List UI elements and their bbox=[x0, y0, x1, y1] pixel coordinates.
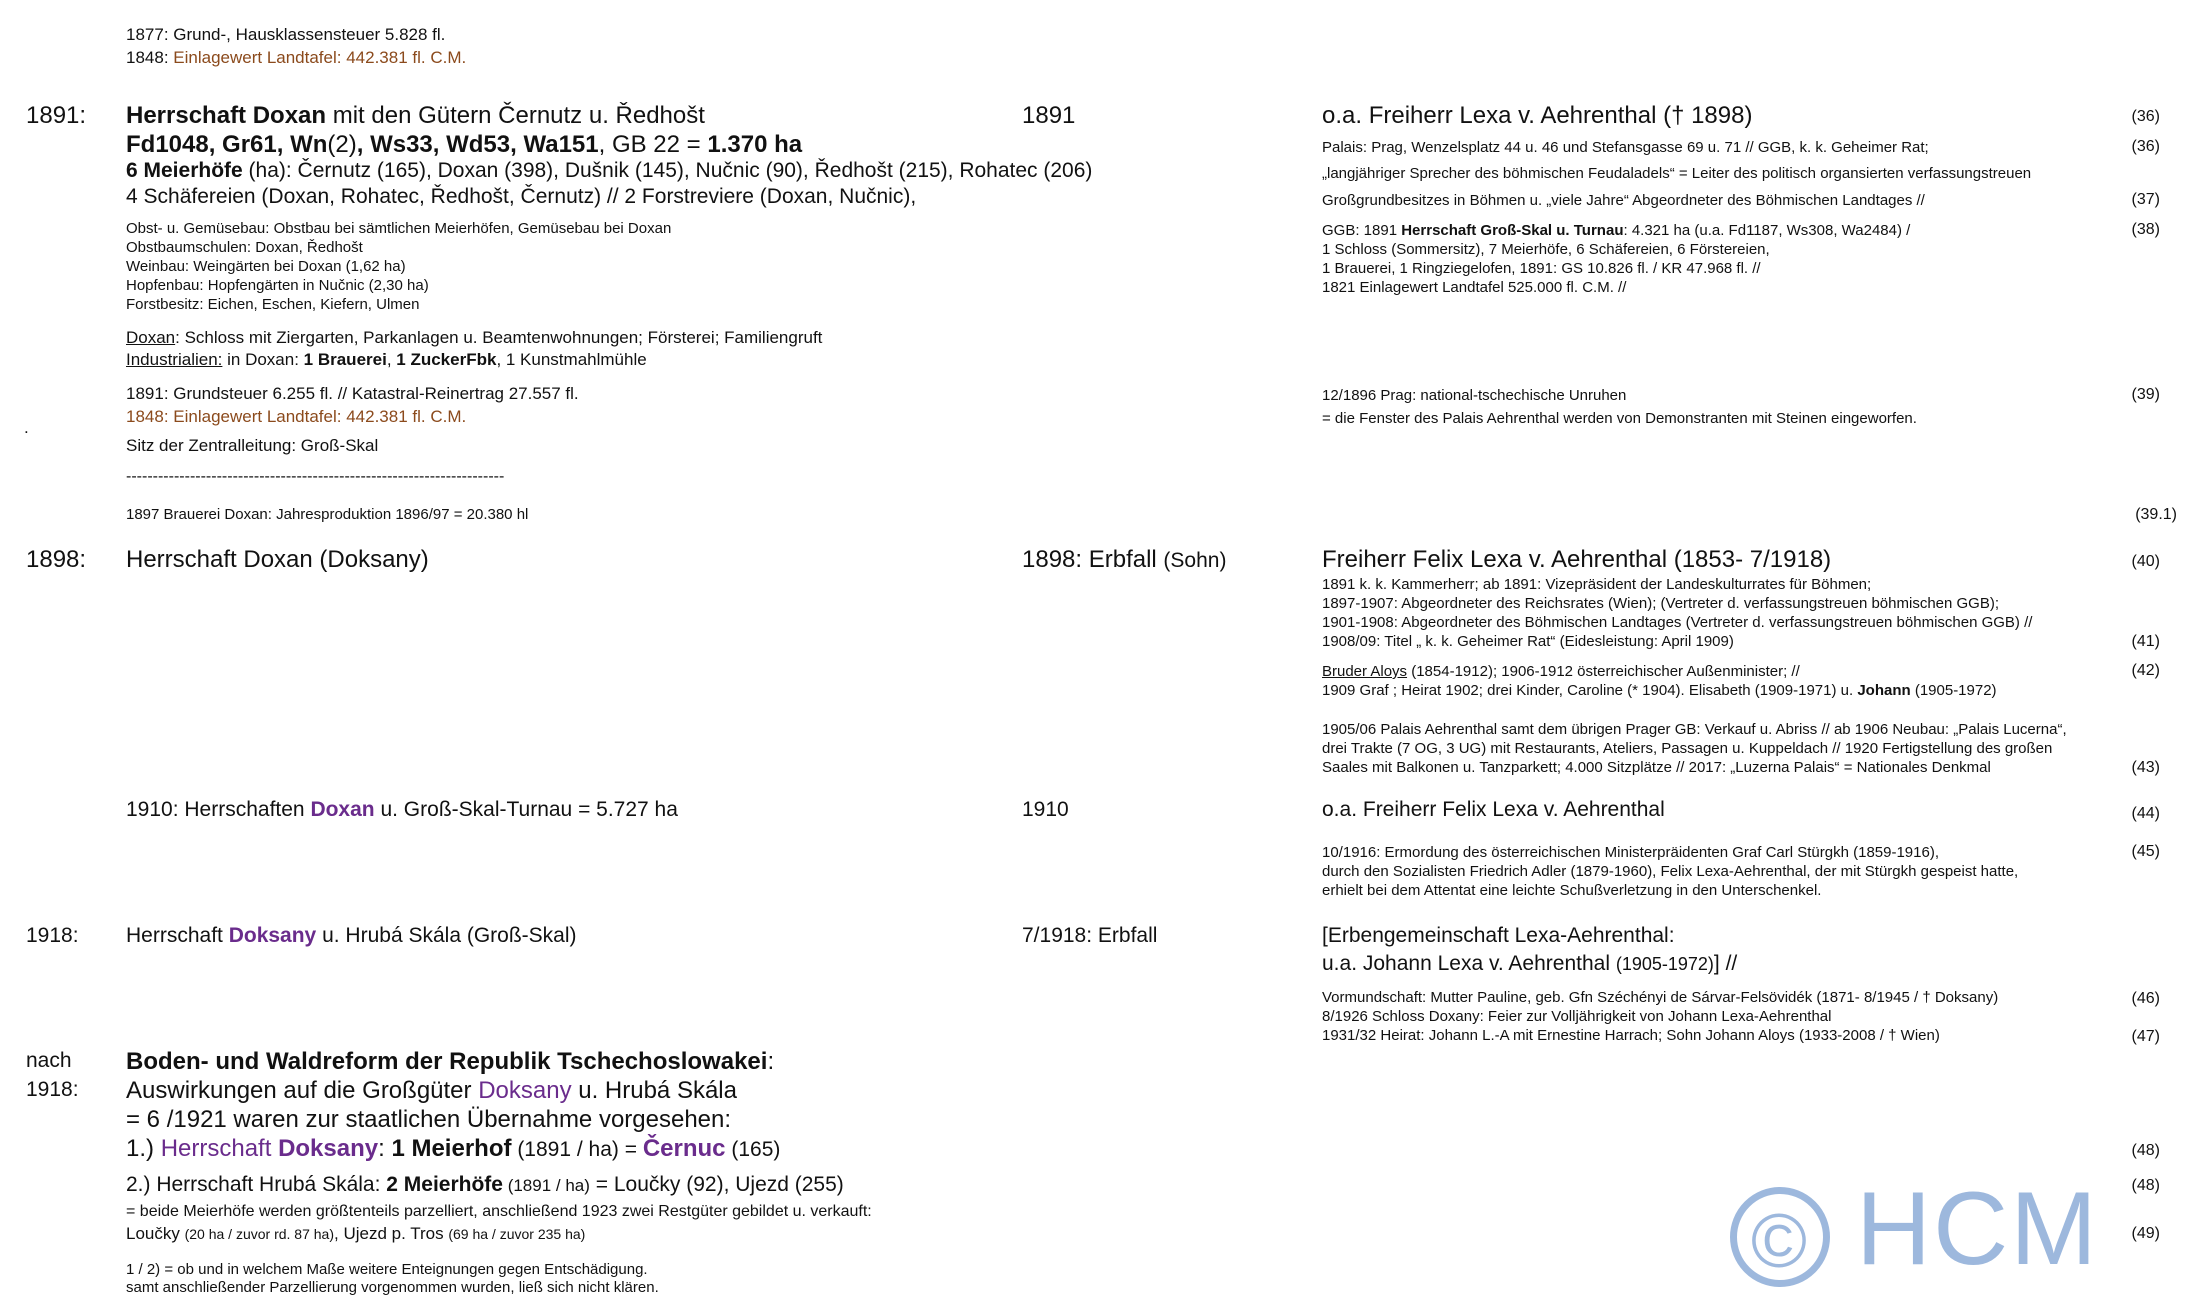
owner-1898: Freiherr Felix Lexa v. Aehrenthal (1853- 7/1918) bbox=[1322, 546, 1832, 573]
ind-rest1: in Doxan: bbox=[222, 350, 304, 369]
ref-45: (45) bbox=[2131, 843, 2160, 860]
brauerei-1897: 1897 Brauerei Doxan: Jahresproduktion 1896/97 = 20.380 hl bbox=[126, 506, 529, 523]
vormundschaft-block bbox=[1322, 988, 1998, 1045]
h1918-doksany: Doksany bbox=[228, 924, 317, 947]
ggb-line: 1 Schloss (Sommersitz), 7 Meierhöfe, 6 Schäfereien, 6 Förstereien, bbox=[1322, 241, 1770, 258]
r7-c: , Ujezd p. Tros bbox=[334, 1224, 449, 1243]
year-prefix: 1848: bbox=[126, 48, 174, 67]
r4-colon: : bbox=[378, 1135, 392, 1162]
ref-40: (40) bbox=[2131, 553, 2160, 570]
lucerna-line: 1905/06 Palais Aehrenthal samt dem übrigen Prager GB: Verkauf u. Abriss // ab 1906 Neubau: „Palais Lucerna“, bbox=[1322, 721, 2067, 738]
lucerna-line: Saales mit Balkonen u. Tanzparkett; 4.000 Sitzplätze // 2017: „Luzerna Palais“ = Nationales Denkmal bbox=[1322, 759, 1991, 776]
obst-block bbox=[126, 219, 671, 314]
schaefereien-line: 4 Schäfereien (Doxan, Rohatec, Ředhošt, Černutz) // 2 Forstreviere (Doxan, Nučnic), bbox=[126, 185, 917, 208]
mid-1891: 1891 bbox=[1022, 102, 1076, 129]
ref-36b: (36) bbox=[2131, 138, 2160, 155]
obst-line: Obst- u. Gemüsebau: Obstbau bei sämtlichen Meierhöfen, Gemüsebau bei Doxan bbox=[126, 220, 672, 237]
area-gb: , GB 22 = bbox=[598, 131, 708, 158]
r5-small: (1891 / ha) bbox=[502, 1176, 590, 1195]
r5-bold: 2 Meierhöfe bbox=[386, 1173, 503, 1196]
owner2-c: ] // bbox=[1713, 952, 1738, 975]
r7-d: (69 ha / zuvor 235 ha) bbox=[448, 1226, 586, 1242]
ref-46: (46) bbox=[2131, 990, 2160, 1007]
r5-pre: 2.) Herrschaft Hrubá Skála: bbox=[126, 1173, 387, 1196]
reform-line6: = beide Meierhöfe werden größtenteils parzelliert, anschließend 1923 zwei Restgüter gebildet u. verkauft: bbox=[126, 1203, 872, 1220]
doxan-schloss-line bbox=[126, 328, 822, 348]
reform-line5 bbox=[126, 1173, 844, 1197]
r2-pre: Auswirkungen auf die Großgüter bbox=[126, 1077, 479, 1104]
ref-44: (44) bbox=[2131, 805, 2160, 822]
r5-post: = Loučky (92), Ujezd (255) bbox=[589, 1173, 844, 1196]
r4-herrschaft: Herrschaft bbox=[160, 1135, 279, 1162]
mid-1898 bbox=[1022, 546, 1226, 574]
ind-label: Industrialien: bbox=[126, 350, 223, 369]
ref-41: (41) bbox=[2131, 633, 2160, 650]
graf-bold: Johann bbox=[1857, 682, 1911, 699]
ggb-bold: Herrschaft Groß-Skal u. Turnau bbox=[1401, 222, 1624, 239]
career-line: 1891 k. k. Kammerherr; ab 1891: Vizepräsident der Landeskulturrates für Böhmen; bbox=[1322, 576, 1872, 593]
area-line bbox=[126, 131, 802, 159]
ref-36a: (36) bbox=[2131, 108, 2160, 125]
ggb-pre: GGB: 1891 bbox=[1322, 222, 1402, 239]
year-nach: nach bbox=[26, 1049, 72, 1072]
owner-1910: o.a. Freiherr Felix Lexa v. Aehrenthal bbox=[1322, 798, 1665, 821]
ref-48b: (48) bbox=[2131, 1177, 2160, 1194]
grossgrund-line: Großgrundbesitzes in Böhmen u. „viele Jahre“ Abgeordneter des Böhmischen Landtages // bbox=[1322, 192, 1925, 209]
reform-line4 bbox=[126, 1135, 780, 1163]
ind-brauerei: 1 Brauerei bbox=[303, 350, 387, 369]
career-line: 1908/09: Titel „ k. k. Geheimer Rat“ (Eidesleistung: April 1909) bbox=[1322, 633, 1734, 650]
r4-meierhof: 1 Meierhof bbox=[391, 1135, 512, 1162]
year-1891: 1891: bbox=[26, 102, 87, 129]
owner2-b: (1905-1972) bbox=[1615, 954, 1714, 974]
vormund-line: Vormundschaft: Mutter Pauline, geb. Gfn Széchényi de Sárvar-Felsövidék (1871- 8/1945 / † Doksany) bbox=[1322, 989, 1999, 1006]
fenster-line: = die Fenster des Palais Aehrenthal werden von Demonstranten mit Steinen eingeworfen. bbox=[1322, 410, 1917, 427]
stuergkh-line: durch den Sozialisten Friedrich Adler (1879-1960), Felix Lexa-Aehrenthal, der mit Stürgkh gespeist hatte, bbox=[1322, 863, 2019, 880]
bruder-block bbox=[1322, 662, 1997, 700]
meierhoefe-line bbox=[126, 159, 1092, 183]
graf-line bbox=[1322, 681, 1997, 700]
h1910-doxan: Doxan bbox=[310, 798, 375, 821]
herrschaft-doxan-title bbox=[126, 102, 705, 130]
reform-title bbox=[126, 1048, 774, 1076]
title-rest: mit den Gütern Černutz u. Ředhošt bbox=[326, 102, 705, 129]
unruhen-line: 12/1896 Prag: national-tschechische Unruhen bbox=[1322, 387, 1627, 404]
r4-doksany: Doksany bbox=[278, 1135, 379, 1162]
stray-dot: . bbox=[24, 418, 29, 437]
ref-37: (37) bbox=[2131, 191, 2160, 208]
career-line: 1897-1907: Abgeordneter des Reichsrates (Wien); (Vertreter d. verfassungstreuen böhmischen GGB); bbox=[1322, 595, 2000, 612]
career-block bbox=[1322, 575, 2032, 651]
reform-line9: samt anschließender Parzellierung vorgenommen wurden, ließ sich nicht klären. bbox=[126, 1279, 659, 1296]
ref-42: (42) bbox=[2131, 662, 2160, 679]
ggb-rest: : 4.321 ha (u.a. Fd1187, Ws308, Wa2484) / bbox=[1623, 222, 1911, 239]
obst-line: Hopfenbau: Hopfengärten in Nučnic (2,30 ha) bbox=[126, 277, 429, 294]
ind-rest2: , 1 Kunstmahlmühle bbox=[496, 350, 647, 369]
meierhoefe-rest: (ha): Černutz (165), Doxan (398), Dušnik (145), Nučnic (90), Ředhošt (215), Rohatec (206) bbox=[242, 159, 1093, 182]
area-total: 1.370 ha bbox=[707, 131, 803, 158]
ref-49: (49) bbox=[2131, 1225, 2160, 1242]
ref-47: (47) bbox=[2131, 1028, 2160, 1045]
ref-39: (39) bbox=[2131, 386, 2160, 403]
obst-line: Obstbaumschulen: Doxan, Ředhošt bbox=[126, 239, 363, 256]
landtafel-1848-top bbox=[126, 48, 466, 68]
erbfall: 1898: Erbfall bbox=[1022, 546, 1164, 573]
hcm-watermark bbox=[1730, 1170, 2099, 1289]
obst-line: Weinbau: Weingärten bei Doxan (1,62 ha) bbox=[126, 258, 406, 275]
r2-doksany: Doksany bbox=[478, 1077, 572, 1104]
ggb-line: 1821 Einlagewert Landtafel 525.000 fl. C.M. // bbox=[1322, 279, 1627, 296]
watermark-text: HCM bbox=[1856, 1171, 2099, 1287]
herrschaft-doxan-1898: Herrschaft Doxan (Doksany) bbox=[126, 546, 429, 573]
erbfall-sohn: (Sohn) bbox=[1163, 549, 1227, 572]
r7-b: (20 ha / zuvor rd. 87 ha) bbox=[184, 1226, 335, 1242]
ref-38: (38) bbox=[2131, 221, 2160, 238]
bruder-label: Bruder Aloys bbox=[1322, 663, 1408, 680]
mid-1918: 7/1918: Erbfall bbox=[1022, 924, 1158, 947]
reform-title-bold: Boden- und Waldreform der Republik Tschechoslowakei bbox=[126, 1048, 768, 1075]
ggb-line: 1 Brauerei, 1 Ringziegelofen, 1891: GS 10.826 fl. / KR 47.968 fl. // bbox=[1322, 260, 1761, 277]
h1910-pre: 1910: Herrschaften bbox=[126, 798, 311, 821]
industrialien-line bbox=[126, 350, 647, 370]
ggb-line bbox=[1322, 221, 1910, 240]
h1918-pre: Herrschaft bbox=[126, 924, 229, 947]
doxan-rest: : Schloss mit Ziergarten, Parkanlagen u. Beamtenwohnungen; Försterei; Familiengruft bbox=[175, 328, 823, 347]
sprecher-line: „langjähriger Sprecher des böhmischen Feudaladels“ = Leiter des politisch organsierten verfassungstreuen bbox=[1322, 165, 2032, 182]
reform-line2 bbox=[126, 1077, 737, 1105]
reform-line8: 1 / 2) = ob und in welchem Maße weitere Enteignungen gegen Entschädigung. bbox=[126, 1261, 648, 1278]
graf-pre: 1909 Graf ; Heirat 1902; drei Kinder, Caroline (* 1904). Elisabeth (1909-1971) u. bbox=[1322, 682, 1858, 699]
herrschaft-doksany-1918 bbox=[126, 924, 577, 948]
graf-post: (1905-1972) bbox=[1910, 682, 1997, 699]
doxan-label: Doxan bbox=[126, 328, 176, 347]
r4-cernuc: Černuc bbox=[642, 1135, 726, 1162]
ref-48a: (48) bbox=[2131, 1142, 2160, 1159]
bruder-line bbox=[1322, 662, 1997, 681]
r2-post: u. Hrubá Skála bbox=[571, 1077, 737, 1104]
vormund-line: 8/1926 Schloss Doxany: Feier zur Volljährigkeit von Johann Lexa-Aehrenthal bbox=[1322, 1008, 1832, 1025]
obst-line: Forstbesitz: Eichen, Eschen, Kiefern, Ulmen bbox=[126, 296, 420, 313]
ref-43: (43) bbox=[2131, 759, 2160, 776]
owner2-a: u.a. Johann Lexa v. Aehrenthal bbox=[1322, 952, 1616, 975]
stuergkh-block bbox=[1322, 843, 2018, 900]
stuergkh-line: erhielt bei dem Attentat eine leichte Schußverletzung in den Unterschenkel. bbox=[1322, 882, 1822, 899]
area-bold: Fd1048, Gr61, Wn bbox=[126, 131, 328, 158]
area-bold2: , Ws33, Wd53, Wa151 bbox=[356, 131, 599, 158]
owner-1918-line2 bbox=[1322, 952, 1737, 976]
reform-line7 bbox=[126, 1224, 585, 1244]
meierhoefe-bold: 6 Meierhöfe bbox=[126, 159, 243, 182]
h1910-post: u. Groß-Skal-Turnau = 5.727 ha bbox=[374, 798, 678, 821]
reform-title-colon: : bbox=[767, 1048, 775, 1075]
owner-1891: o.a. Freiherr Lexa v. Aehrenthal († 1898) bbox=[1322, 102, 1753, 129]
area-paren: (2) bbox=[327, 131, 357, 158]
bruder-rest: (1854-1912); 1906-1912 österreichischer Außenminister; // bbox=[1407, 663, 1800, 680]
r4-end: (165) bbox=[725, 1138, 781, 1161]
owner-1918-line1: [Erbengemeinschaft Lexa-Aehrenthal: bbox=[1322, 924, 1675, 947]
lucerna-block bbox=[1322, 720, 2067, 777]
zentralleitung: Sitz der Zentralleitung: Groß-Skal bbox=[126, 436, 379, 455]
year-1898: 1898: bbox=[26, 546, 87, 573]
r7-a: Loučky bbox=[126, 1224, 185, 1243]
ref-39-1: (39.1) bbox=[2135, 506, 2177, 523]
ind-zucker: 1 ZuckerFbk bbox=[396, 350, 497, 369]
lucerna-line: drei Trakte (7 OG, 3 UG) mit Restaurants, Ateliers, Passagen u. Kuppeldach // 1920 Fertigstellung des großen bbox=[1322, 740, 2053, 757]
dashed-separator: ----------------------------------------------------------------------- bbox=[126, 468, 505, 485]
year-1918: 1918: bbox=[26, 924, 79, 947]
grundsteuer-1891: 1891: Grundsteuer 6.255 fl. // Katastral-Reinertrag 27.557 fl. bbox=[126, 384, 579, 403]
landtafel-value: Einlagewert Landtafel: 442.381 fl. C.M. bbox=[173, 48, 467, 67]
career-line: 1901-1908: Abgeordneter des Böhmischen Landtages (Vertreter d. verfassungstreuen böhmischen GGB) // bbox=[1322, 614, 2033, 631]
palais-line: Palais: Prag, Wenzelsplatz 44 u. 46 und Stefansgasse 69 u. 71 // GGB, k. k. Geheimer Rat; bbox=[1322, 139, 1929, 156]
reform-line3: = 6 /1921 waren zur staatlichen Übernahme vorgesehen: bbox=[126, 1106, 732, 1133]
copyright-icon: © bbox=[1730, 1187, 1830, 1287]
vormund-line: 1931/32 Heirat: Johann L.-A mit Ernestine Harrach; Sohn Johann Aloys (1933-2008 / † Wien) bbox=[1322, 1027, 1940, 1044]
r4-small: (1891 / ha) = bbox=[511, 1138, 643, 1161]
year-1918-b: 1918: bbox=[26, 1078, 79, 1101]
stuergkh-line: 10/1916: Ermordung des österreichischen Ministerpräidenten Graf Carl Stürgkh (1859-1916), bbox=[1322, 844, 1939, 861]
title-bold: Herrschaft Doxan bbox=[126, 102, 327, 129]
herrschaften-1910 bbox=[126, 798, 678, 822]
r4-pre: 1.) bbox=[126, 1135, 161, 1162]
h1918-post: u. Hrubá Skála (Groß-Skal) bbox=[316, 924, 577, 947]
mid-1910: 1910 bbox=[1022, 798, 1069, 821]
ggb-block bbox=[1322, 221, 1910, 297]
tax-1877: 1877: Grund-, Hausklassensteuer 5.828 fl. bbox=[126, 25, 446, 44]
landtafel-1848: 1848: Einlagewert Landtafel: 442.381 fl. C.M. bbox=[126, 407, 467, 426]
ind-sep: , bbox=[386, 350, 397, 369]
